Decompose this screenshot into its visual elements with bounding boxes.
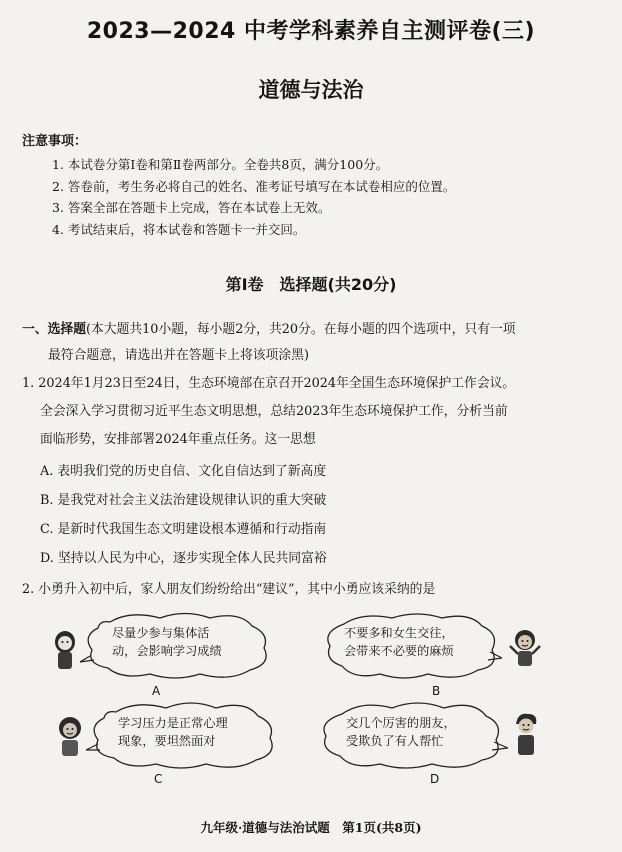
subject-title: 道德与法治 bbox=[258, 78, 364, 102]
section-heading: 第Ⅰ卷 选择题(共20分) bbox=[225, 275, 397, 294]
exam-title: 2023—2024 中考学科素养自主测评卷(三) bbox=[86, 19, 536, 44]
bubble-a-text: 尽量少参与集体活 动，会影响学习成绩 bbox=[112, 626, 222, 658]
instruction-line-2: 最符合题意，请选出并在答题卡上将该项涂黑) bbox=[48, 348, 309, 363]
q1-stem-line-3: 面临形势，安排部署2024年重点任务。这一思想 bbox=[40, 432, 316, 447]
q1-stem-line-1: 1. 2024年1月23日至24日，生态环境部在京召开2024年全国生态环境保护工作会议。 bbox=[22, 376, 516, 391]
notice-list bbox=[52, 154, 455, 240]
q1-stem-line-2: 全会深入学习贯彻习近平生态文明思想，总结2023年生态环境保护工作，分析当前 bbox=[40, 404, 508, 419]
boy-b-icon bbox=[508, 628, 542, 670]
notice-item: 1. 本试卷分第Ⅰ卷和第Ⅱ卷两部分。全卷共8页，满分100分。 bbox=[52, 157, 389, 172]
bubble-d-text: 交几个厉害的朋友， 受欺负了有人帮忙 bbox=[346, 716, 456, 748]
q1-option-a: A. 表明我们党的历史自信、文化自信达到了新高度 bbox=[40, 464, 327, 479]
bubble-c-text: 学习压力是正常心理 现象，要坦然面对 bbox=[118, 716, 228, 748]
girl-a-icon bbox=[52, 630, 78, 670]
notice-heading: 注意事项： bbox=[22, 134, 88, 149]
notice-item: 4. 考试结束后，将本试卷和答题卡一并交回。 bbox=[52, 221, 306, 237]
figure-label-d: D bbox=[430, 772, 440, 786]
q1-option-d: D. 坚持以人民为中心，逐步实现全体人民共同富裕 bbox=[40, 551, 327, 566]
notice-item: 2. 答卷前，考生务必将自己的姓名、准考证号填写在本试卷相应的位置。 bbox=[52, 178, 456, 194]
figure-label-b: B bbox=[432, 684, 441, 698]
instruction-line-1 bbox=[22, 318, 516, 337]
q1-option-b: B. 是我党对社会主义法治建设规律认识的重大突破 bbox=[40, 493, 327, 508]
figure-label-a: A bbox=[152, 684, 161, 698]
notice-item: 3. 答案全部在答题卡上完成，答在本试卷上无效。 bbox=[52, 200, 331, 215]
boy-d-icon bbox=[512, 712, 540, 758]
q1-option-c: C. 是新时代我国生态文明建设根本遵循和行动指南 bbox=[40, 522, 327, 537]
bubble-b-text: 不要多和女生交往， 会带来不必要的麻烦 bbox=[344, 626, 454, 658]
page-footer: 九年级·道德与法治试题 第1页(共8页) bbox=[200, 820, 422, 835]
instruction-text: (本大题共10小题，每小题2分，共20分。在每小题的四个选项中，只有一项 bbox=[85, 322, 516, 337]
q2-stem: 2. 小勇升入初中后，家人朋友们纷纷给出“建议”，其中小勇应该采纳的是 bbox=[22, 582, 436, 597]
instruction-label: 一、选择题 bbox=[22, 322, 86, 337]
girl-c-icon bbox=[56, 716, 84, 758]
figure-label-c: C bbox=[154, 772, 163, 786]
